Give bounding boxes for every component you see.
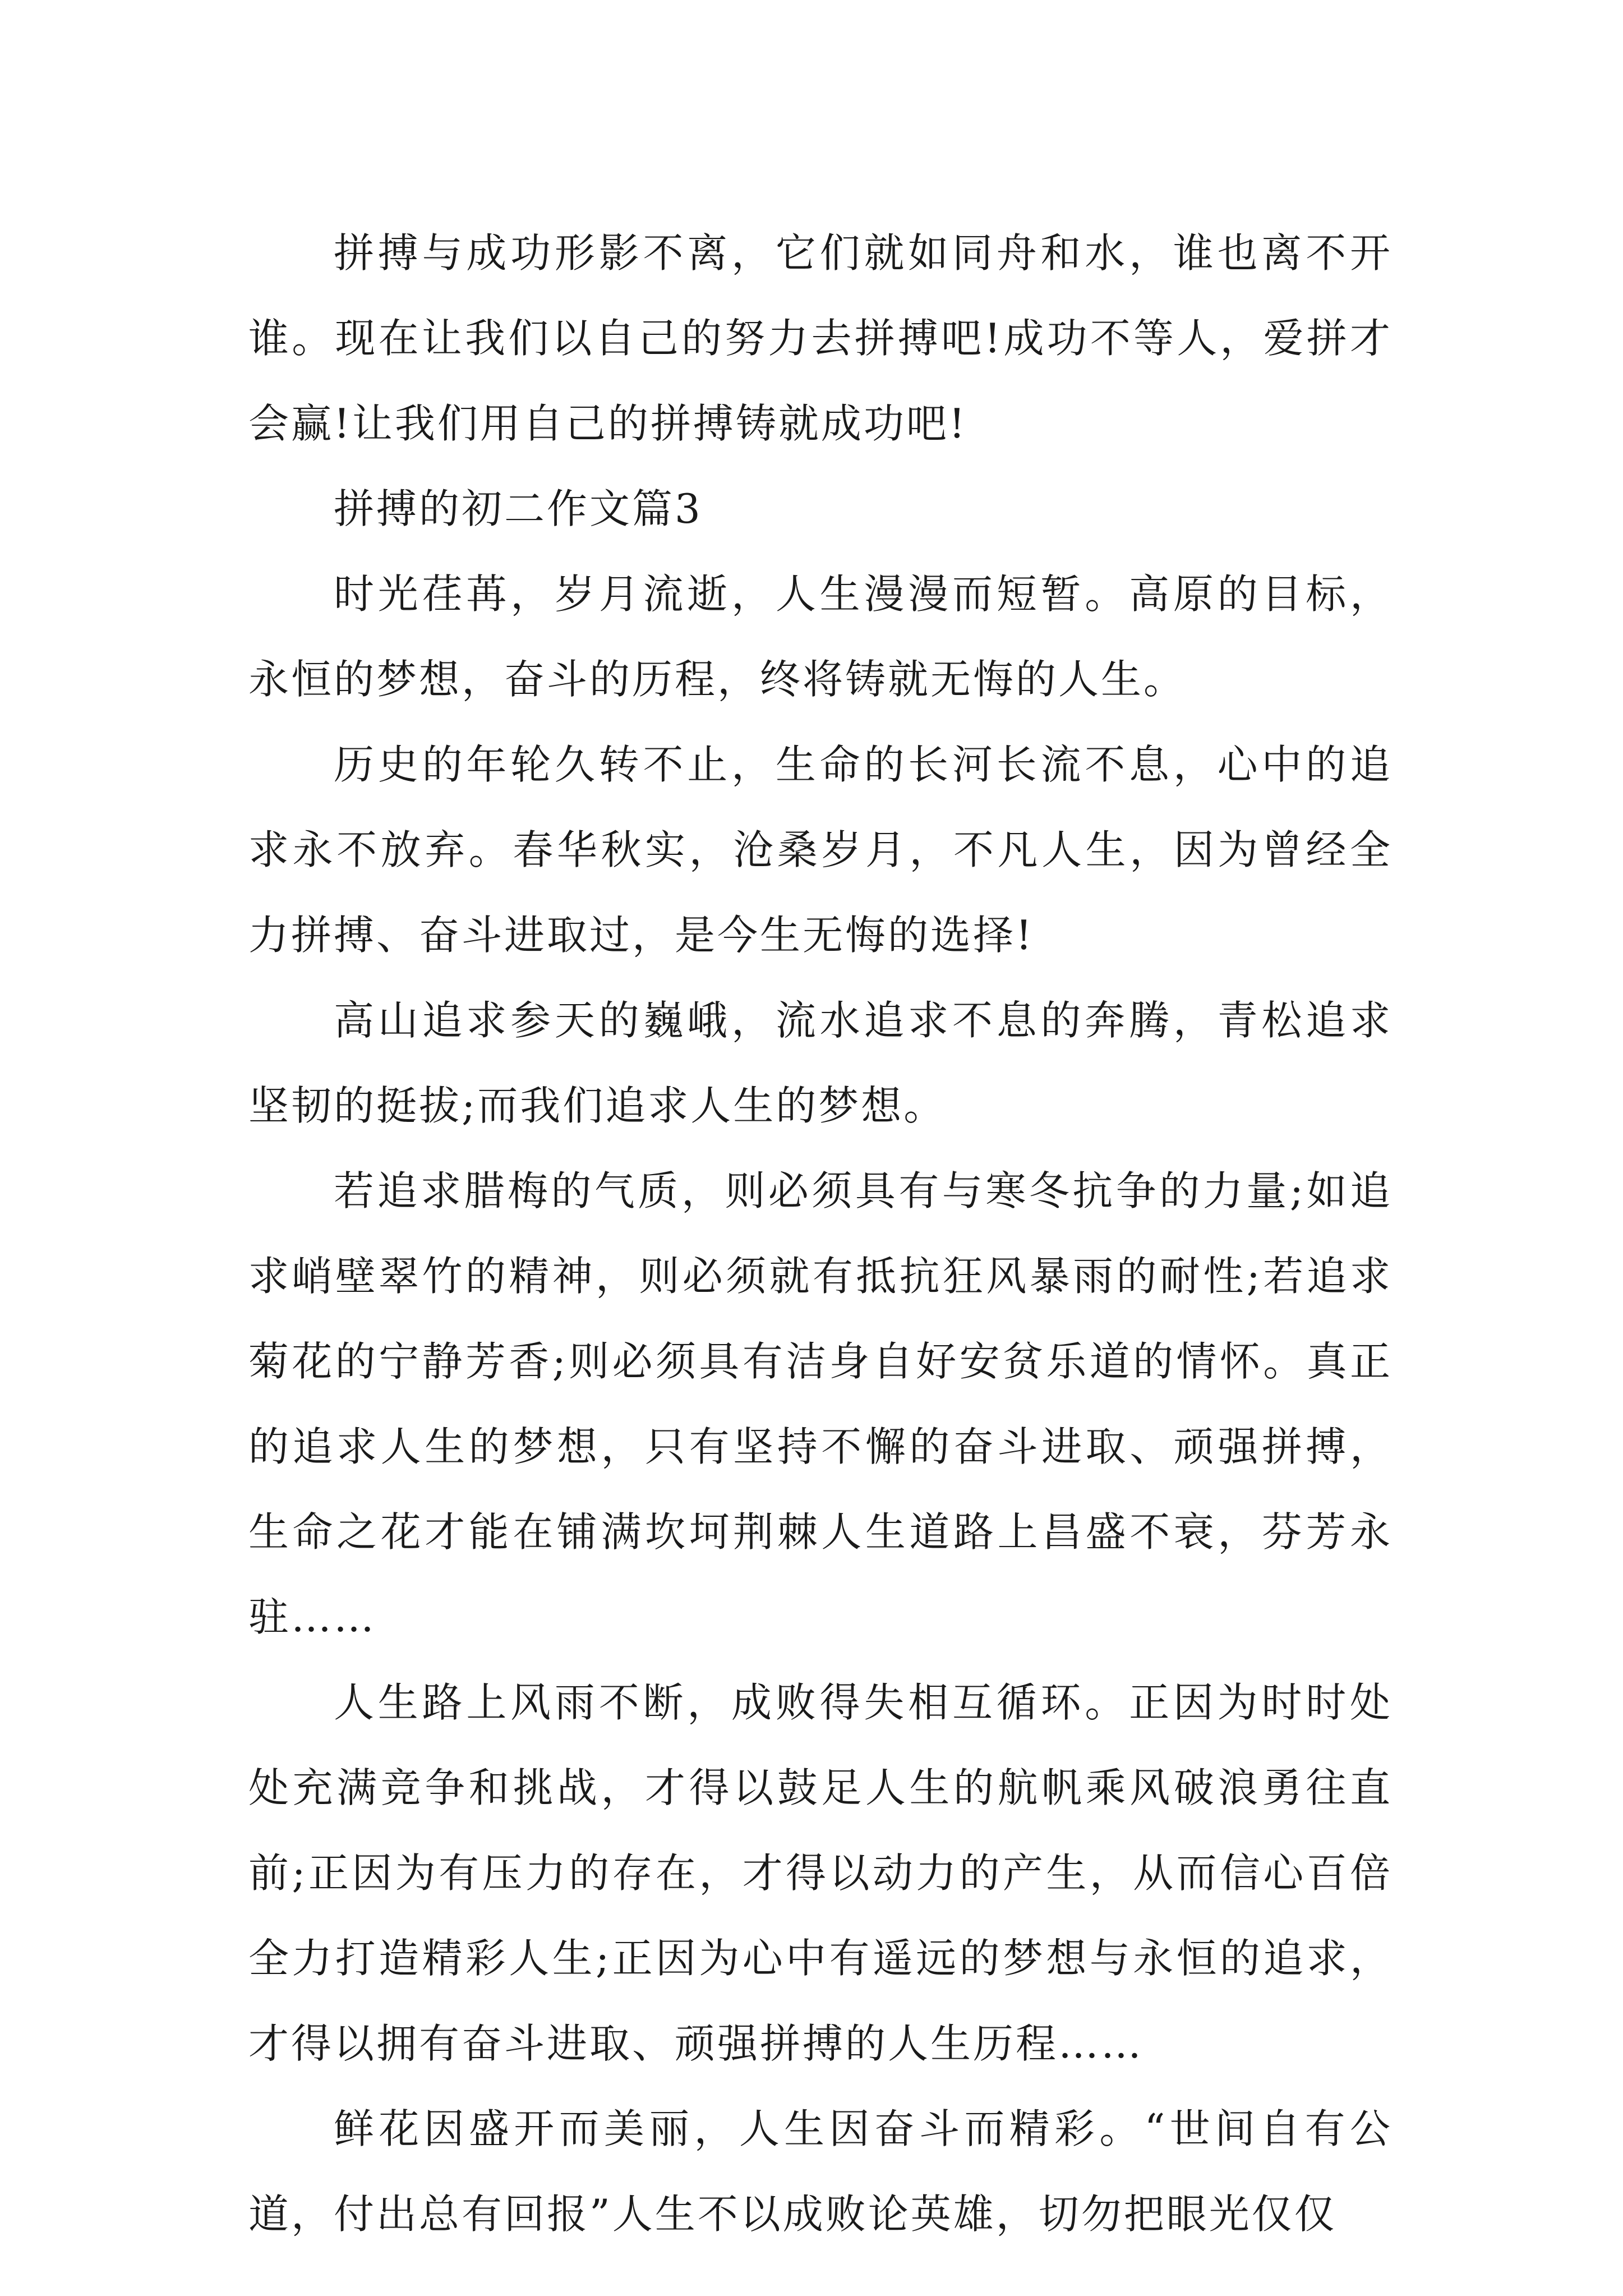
paragraph-6: 人生路上风雨不断，成败得失相互循环。正因为时时处处充满竞争和挑战，才得以鼓足人生的航帆乘风破浪勇往直前;正因为有压力的存在，才得以动力的产生，从而信心百倍全力打造精彩人生;正因为心中有遥远的梦想与永恒的追求，才得以拥有奋斗进取、顽强拼搏的人生历程…… [248, 1679, 1393, 2067]
paragraph-4: 高山追求参天的巍峨，流水追求不息的奔腾，青松追求坚韧的挺拔;而我们追求人生的梦想。 [248, 997, 1393, 1129]
section-heading: 拼搏的初二作文篇3 [334, 485, 703, 532]
paragraph-1: 拼搏与成功形影不离，它们就如同舟和水，谁也离不开谁。现在让我们以自己的努力去拼搏吧!成功不等人，爱拼才会赢!让我们用自己的拼搏铸就成功吧! [248, 229, 1393, 447]
paragraph-3: 历史的年轮久转不止，生命的长河长流不息，心中的追求永不放弃。春华秋实，沧桑岁月，不凡人生，因为曾经全力拼搏、奋斗进取过，是今生无悔的选择! [248, 741, 1393, 959]
document-body [248, 210, 1393, 2257]
paragraph-7: 鲜花因盛开而美丽，人生因奋斗而精彩。“世间自有公道，付出总有回报”人生不以成败论英雄，切勿把眼光仅仅 [248, 2105, 1393, 2238]
paragraph-5: 若追求腊梅的气质，则必须具有与寒冬抗争的力量;如追求峭壁翠竹的精神，则必须就有抵抗狂风暴雨的耐性;若追求菊花的宁静芳香;则必须具有洁身自好安贫乐道的情怀。真正的追求人生的梦想，只有坚持不懈的奋斗进取、顽强拼搏，生命之花才能在铺满坎坷荆棘人生道路上昌盛不衰，芬芳永驻…… [248, 1167, 1393, 1641]
paragraph-2: 时光荏苒，岁月流逝，人生漫漫而短暂。高原的目标，永恒的梦想，奋斗的历程，终将铸就无悔的人生。 [248, 570, 1393, 703]
